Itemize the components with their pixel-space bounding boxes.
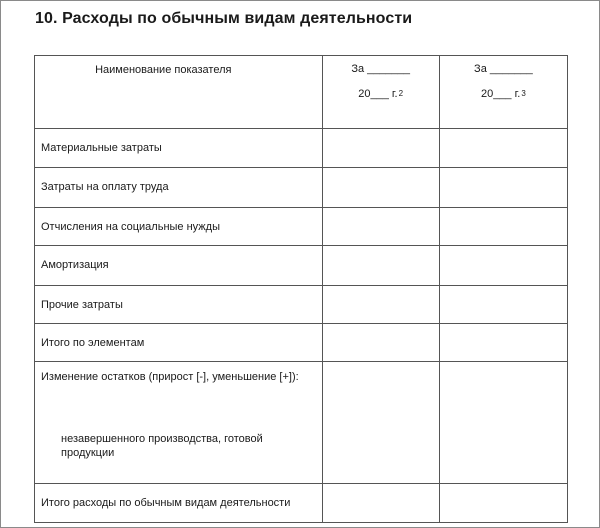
row-label: Материальные затраты <box>35 129 323 168</box>
period-2-line2: 20___ г.3 <box>480 88 526 100</box>
value-cell-period-2[interactable] <box>439 208 567 246</box>
row-label: Амортизация <box>35 246 323 286</box>
footnote-marker: 3 <box>521 89 526 98</box>
page-title: 10. Расходы по обычным видам деятельности <box>35 10 413 27</box>
value-cell-period-2[interactable] <box>439 129 567 168</box>
value-cell-period-1[interactable] <box>322 168 439 208</box>
row-label: Итого расходы по обычным видам деятельности <box>35 484 323 523</box>
value-cell-period-1[interactable] <box>322 324 439 362</box>
period-2-line1: За _______ <box>474 63 533 75</box>
table-header-row <box>35 56 568 129</box>
table-row <box>35 246 568 286</box>
row-sublabel: незавершенного производства, готовой продукции <box>61 433 263 459</box>
value-cell-period-2[interactable] <box>439 168 567 208</box>
header-indicator-name: Наименование показателя <box>35 56 323 129</box>
table-row <box>35 129 568 168</box>
row-label: Прочие затраты <box>35 286 323 324</box>
value-cell-period-1[interactable] <box>322 362 439 484</box>
table-row <box>35 208 568 246</box>
value-cell-period-1[interactable] <box>322 208 439 246</box>
value-cell-period-2[interactable] <box>439 286 567 324</box>
table-row <box>35 324 568 362</box>
expenses-table <box>34 55 568 523</box>
table-row <box>35 484 568 523</box>
value-cell-period-1[interactable] <box>322 286 439 324</box>
table-row <box>35 362 568 484</box>
row-label: Изменение остатков (прирост [-], уменьшение [+]): незавершенного производства, готовой продукции <box>35 362 323 484</box>
table-row <box>35 286 568 324</box>
value-cell-period-2[interactable] <box>439 324 567 362</box>
period-1-line2: 20___ г.2 <box>358 88 404 100</box>
value-cell-period-2[interactable] <box>439 484 567 523</box>
footnote-marker: 2 <box>398 89 404 98</box>
value-cell-period-1[interactable] <box>322 246 439 286</box>
row-label: Отчисления на социальные нужды <box>35 208 323 246</box>
value-cell-period-2[interactable] <box>439 246 567 286</box>
value-cell-period-2[interactable] <box>439 362 567 484</box>
row-label: Итого по элементам <box>35 324 323 362</box>
value-cell-period-1[interactable] <box>322 484 439 523</box>
row-label: Затраты на оплату труда <box>35 168 323 208</box>
value-cell-period-1[interactable] <box>322 129 439 168</box>
table-row <box>35 168 568 208</box>
header-period-2 <box>439 56 567 129</box>
header-period-1 <box>322 56 439 129</box>
period-1-line1: За _______ <box>351 63 410 75</box>
